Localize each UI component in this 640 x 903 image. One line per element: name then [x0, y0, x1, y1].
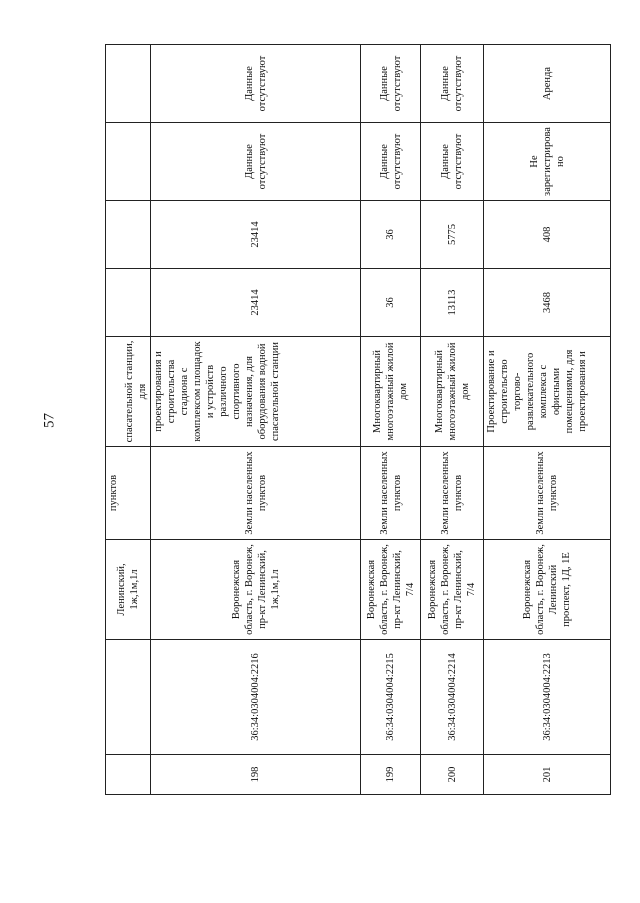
encumbrance-cell: Данные отсутствуют: [421, 45, 484, 123]
cadastral-number-cell: 36:34:0304004:2215: [361, 640, 421, 755]
table-row: [151, 45, 361, 795]
land-plots-table: [105, 44, 611, 795]
permitted-use-cell: спасательной станции, для: [106, 337, 151, 447]
land-category-cell: Земли населенных пунктов: [361, 447, 421, 540]
rights-cell: Данные отсутствуют: [361, 123, 421, 201]
permitted-use-cell: проектирования и строительства стадиона с комплексом площадок и устройств различного спортивного назначения, для оборудования водной спасательной станции: [151, 337, 361, 447]
permitted-use-cell: Многоквартирный многоэтажный жилой дом: [421, 337, 484, 447]
address-cell: Воронежская область, г. Воронеж, пр-кт Ленинский, 7/4: [361, 540, 421, 640]
cadastral-number-cell: 36:34:0304004:2213: [484, 640, 611, 755]
row-number-cell: 200: [421, 755, 484, 795]
cadastral-number-cell: 36:34:0304004:2214: [421, 640, 484, 755]
row-number-cell: 201: [484, 755, 611, 795]
permitted-use-cell: Многоквартирный многоэтажный жилой дом: [361, 337, 421, 447]
permitted-use-cell: Проектирование и строительство торгово-развлекательного комплекса с офисными помещениями, для проектирования и: [484, 337, 611, 447]
land-category-cell: Земли населенных пунктов: [421, 447, 484, 540]
registered-area-cell: 23414: [151, 201, 361, 269]
land-category-cell: Земли населенных пунктов: [151, 447, 361, 540]
page-number: 57: [41, 413, 58, 428]
area-cell: [106, 269, 151, 337]
table-row: [361, 45, 421, 795]
rights-cell: [106, 123, 151, 201]
encumbrance-cell: [106, 45, 151, 123]
land-category-cell: Земли населенных пунктов: [484, 447, 611, 540]
land-category-cell: пунктов: [106, 447, 151, 540]
table-container: [105, 45, 610, 795]
address-cell: Ленинский, 1ж,1м,1л: [106, 540, 151, 640]
address-cell: Воронежская область, г. Воронеж, пр-кт Ленинский, 7/4: [421, 540, 484, 640]
cadastral-number-cell: 36:34:0304004:2216: [151, 640, 361, 755]
address-cell: Воронежская область, г. Воронеж, пр-кт Ленинский, 1ж,1м,1л: [151, 540, 361, 640]
registered-area-cell: 408: [484, 201, 611, 269]
area-cell: 23414: [151, 269, 361, 337]
area-cell: 3468: [484, 269, 611, 337]
encumbrance-cell: Данные отсутствуют: [361, 45, 421, 123]
rights-cell: Не зарегистрировано: [484, 123, 611, 201]
encumbrance-cell: Аренда: [484, 45, 611, 123]
rights-cell: Данные отсутствуют: [421, 123, 484, 201]
table-row: [106, 45, 151, 795]
table-row: [421, 45, 484, 795]
row-number-cell: 199: [361, 755, 421, 795]
row-number-cell: 198: [151, 755, 361, 795]
encumbrance-cell: Данные отсутствуют: [151, 45, 361, 123]
registered-area-cell: [106, 201, 151, 269]
area-cell: 36: [361, 269, 421, 337]
table-row: [484, 45, 611, 795]
registered-area-cell: 36: [361, 201, 421, 269]
area-cell: 13113: [421, 269, 484, 337]
row-number-cell: [106, 755, 151, 795]
address-cell: Воронежская область, г. Воронеж, Ленинский проспект, 1Д, 1Е: [484, 540, 611, 640]
cadastral-number-cell: [106, 640, 151, 755]
rights-cell: Данные отсутствуют: [151, 123, 361, 201]
registered-area-cell: 5775: [421, 201, 484, 269]
